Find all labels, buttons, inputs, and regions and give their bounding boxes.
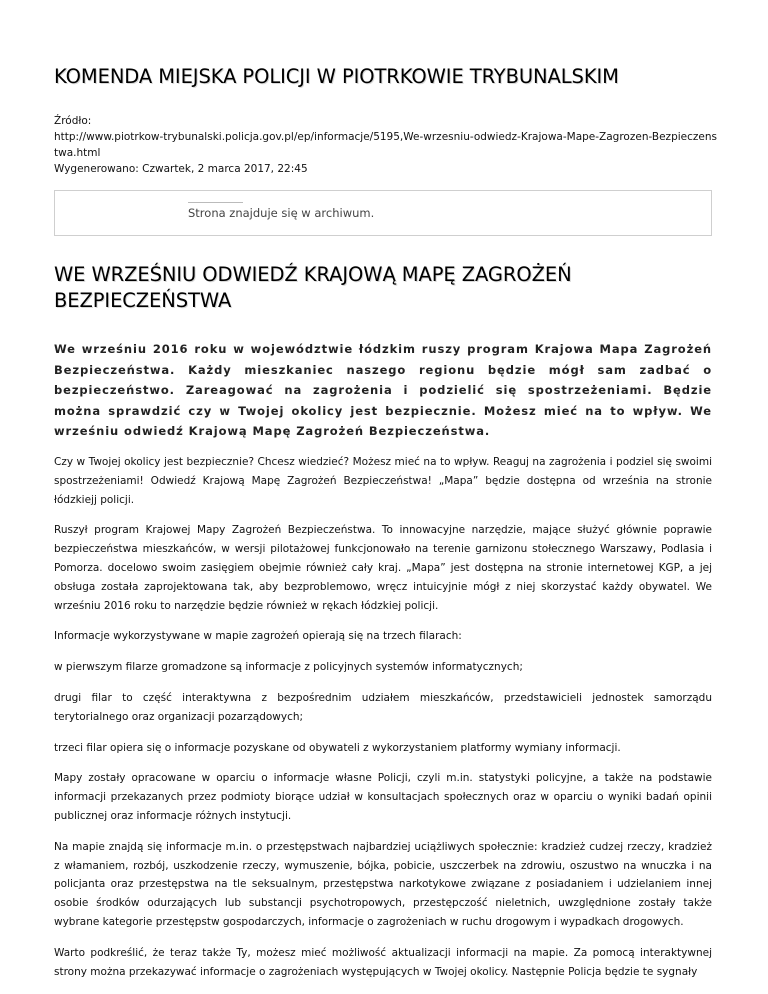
article-lead: We wrześniu 2016 roku w województwie łódzkim ruszy program Krajowa Mapa Zagrożeń Bezpieczeństwa. Każdy mieszkaniec naszego regionu będzie mógł sam zadbać o bezpieczeństwo. Zareagować na zagrożenia i podzielić się spostrzeżeniami. Będzie można sprawdzić czy w Twojej okolicy jest bezpiecznie. Możesz mieć na to wpływ. We wrześniu odwiedź Krajową Mapę Zagrożeń Bezpieczeństwa. bbox=[54, 342, 712, 439]
generated-date: Wygenerowano: Czwartek, 2 marca 2017, 22:45 bbox=[54, 163, 308, 175]
archive-notice-box bbox=[54, 190, 712, 236]
paragraph: Mapy zostały opracowane w oparciu o informacje własne Policji, czyli m.in. statystyki policyjne, a także na podstawie informacji przekazanych przez podmioty biorące udział w konsultacjach społecznych oraz w oparciu o wyniki badań opinii publicznej oraz informacje różnych instytucji. bbox=[54, 772, 712, 822]
archive-divider bbox=[188, 202, 243, 203]
paragraph: Czy w Twojej okolicy jest bezpiecznie? Chcesz wiedzieć? Możesz mieć na to wpływ. Reaguj na zagrożenia i podziel się swoimi spostrzeżeniami! Odwiedź Krajową Mapę Zagrożeń Bezpieczeństwa! „Mapa” będzie dostępna od września na stronie łódzkiejj policji. bbox=[54, 456, 712, 506]
paragraph: Informacje wykorzystywane w mapie zagrożeń opierają się na trzech filarach: bbox=[54, 630, 462, 643]
source-url: http://www.piotrkow-trybunalski.policja.gov.pl/ep/informacje/5195,We-wrzesniu-odwiedz-Krajowa-Mape-Zagrozen-Bezpieczenstwa.html bbox=[54, 131, 717, 159]
article-title: WE WRZEŚNIU ODWIEDŹ KRAJOWĄ MAPĘ ZAGROŻEŃ BEZPIECZEŃSTWA bbox=[54, 263, 572, 312]
paragraph: drugi filar to część interaktywna z bezpośrednim udziałem mieszkańców, przedstawicieli jednostek samorządu terytorialnego oraz organizacji pozarządowych; bbox=[54, 691, 712, 723]
paragraph: Na mapie znajdą się informacje m.in. o przestępstwach najbardziej uciążliwych społecznie: kradzież cudzej rzeczy, kradzież z włamaniem, rozbój, uszkodzenie rzeczy, wymuszenie, bójka, pobicie, uszczerbek na zdrowiu, oszustwo na wnuczka i na policjanta oraz przestępstwa na tle seksualnym, przestępstwa narkotykowe związane z posiadaniem i udzielaniem innej osobie środków odurzających lub substancji psychotropowych, przestępczość nieletnich, uwzględnione zostały także wybrane kategorie przestępstw gospodarczych, informacje o zagrożeniach w ruchu drogowym i wypadkach drogowych. bbox=[54, 840, 712, 928]
paragraph: trzeci filar opiera się o informacje pozyskane od obywateli z wykorzystaniem platformy wymiany informacji. bbox=[54, 741, 621, 754]
article-body bbox=[54, 453, 712, 993]
paragraph: w pierwszym filarze gromadzone są informacje z policyjnych systemów informatycznych; bbox=[54, 661, 523, 674]
site-title: KOMENDA MIEJSKA POLICJI W PIOTRKOWIE TRYBUNALSKIM bbox=[54, 65, 619, 88]
source-meta bbox=[54, 113, 718, 177]
archive-notice: Strona znajduje się w archiwum. bbox=[188, 206, 375, 220]
paragraph: Warto podkreślić, że teraz także Ty, możesz mieć możliwość aktualizacji informacji na mapie. Za pomocą interaktywnej strony można przekazywać informacje o zagrożeniach występujących w Twojej okolicy. Następnie Policja będzie te sygnały bbox=[54, 946, 712, 978]
source-label: Źródło: bbox=[54, 115, 92, 127]
paragraph: Ruszył program Krajowej Mapy Zagrożeń Bezpieczeństwa. To innowacyjne narzędzie, mające służyć głównie poprawie bezpieczeństwa mieszkańców, w wersji pilotażowej funkcjonowało na terenie garnizonu stołecznego Warszawy, Podlasia i Pomorza. docelowo swoim zasięgiem obejmie również cały kraj. „Mapa” jest dostępna na stronie internetowej KGP, a jej obsługa została zaprojektowana tak, aby bezproblemowo, wręcz intuicyjnie mógł z niej skorzystać każdy obywatel. We wrześniu 2016 roku to narzędzie będzie również w rękach łódzkiej policji. bbox=[54, 524, 712, 612]
